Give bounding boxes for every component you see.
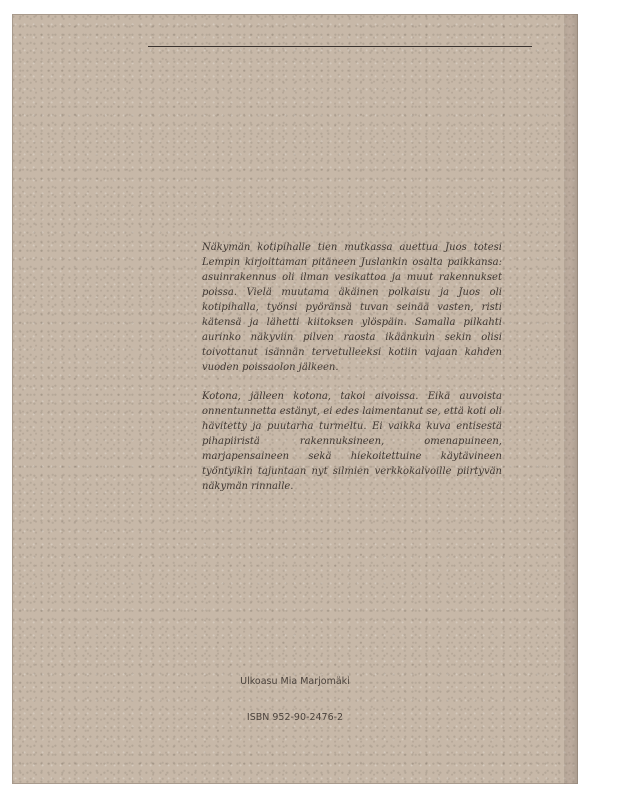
book-back-cover [12, 14, 578, 784]
designer-credit: Ulkoasu Mia Marjomäki [240, 676, 350, 687]
cover-edge [564, 14, 578, 784]
blurb-paragraph-2: Kotona, jälleen kotona, takoi aivoissa. Eikä auvoista onnentunnetta estänyt, ei edes laimentanut se, että koti oli hävitetty ja puutarha turmeltu. Ei vaikka kuva entisestä pihapiiristä rakennuksineen, omenapuineen, marjapensaineen sekä hiekoitettuine käytävineen työntyikin tajuntaan nyt silmien verkkokalvoille piirtyvän näkymän rinnalle. [202, 391, 502, 492]
top-rule-line [148, 46, 532, 47]
isbn-label: ISBN 952-90-2476-2 [246, 712, 344, 723]
blurb-paragraph-1: Näkymän kotipihalle tien mutkassa auettua Juos totesi Lempin kirjoittaman pitäneen Juslankin osalta paikkansa: asuinrakennus oli ilman vesikattoa ja muut rakennukset poissa. Vielä muutama äkäinen polkaisu ja Juos oli kotipihalla, työnsi pyöränsä tuvan seinää vasten, risti kätensä ja lähetti kiitoksen ylöspäin. Samalla pilkahti aurinko näkyviin pilven raosta ikäänkuin sekin olisi toivottanut isännän tervetulleeksi kotiin vajaan kahden vuoden poissaolon jälkeen. [202, 242, 502, 373]
blurb-text [202, 240, 502, 508]
